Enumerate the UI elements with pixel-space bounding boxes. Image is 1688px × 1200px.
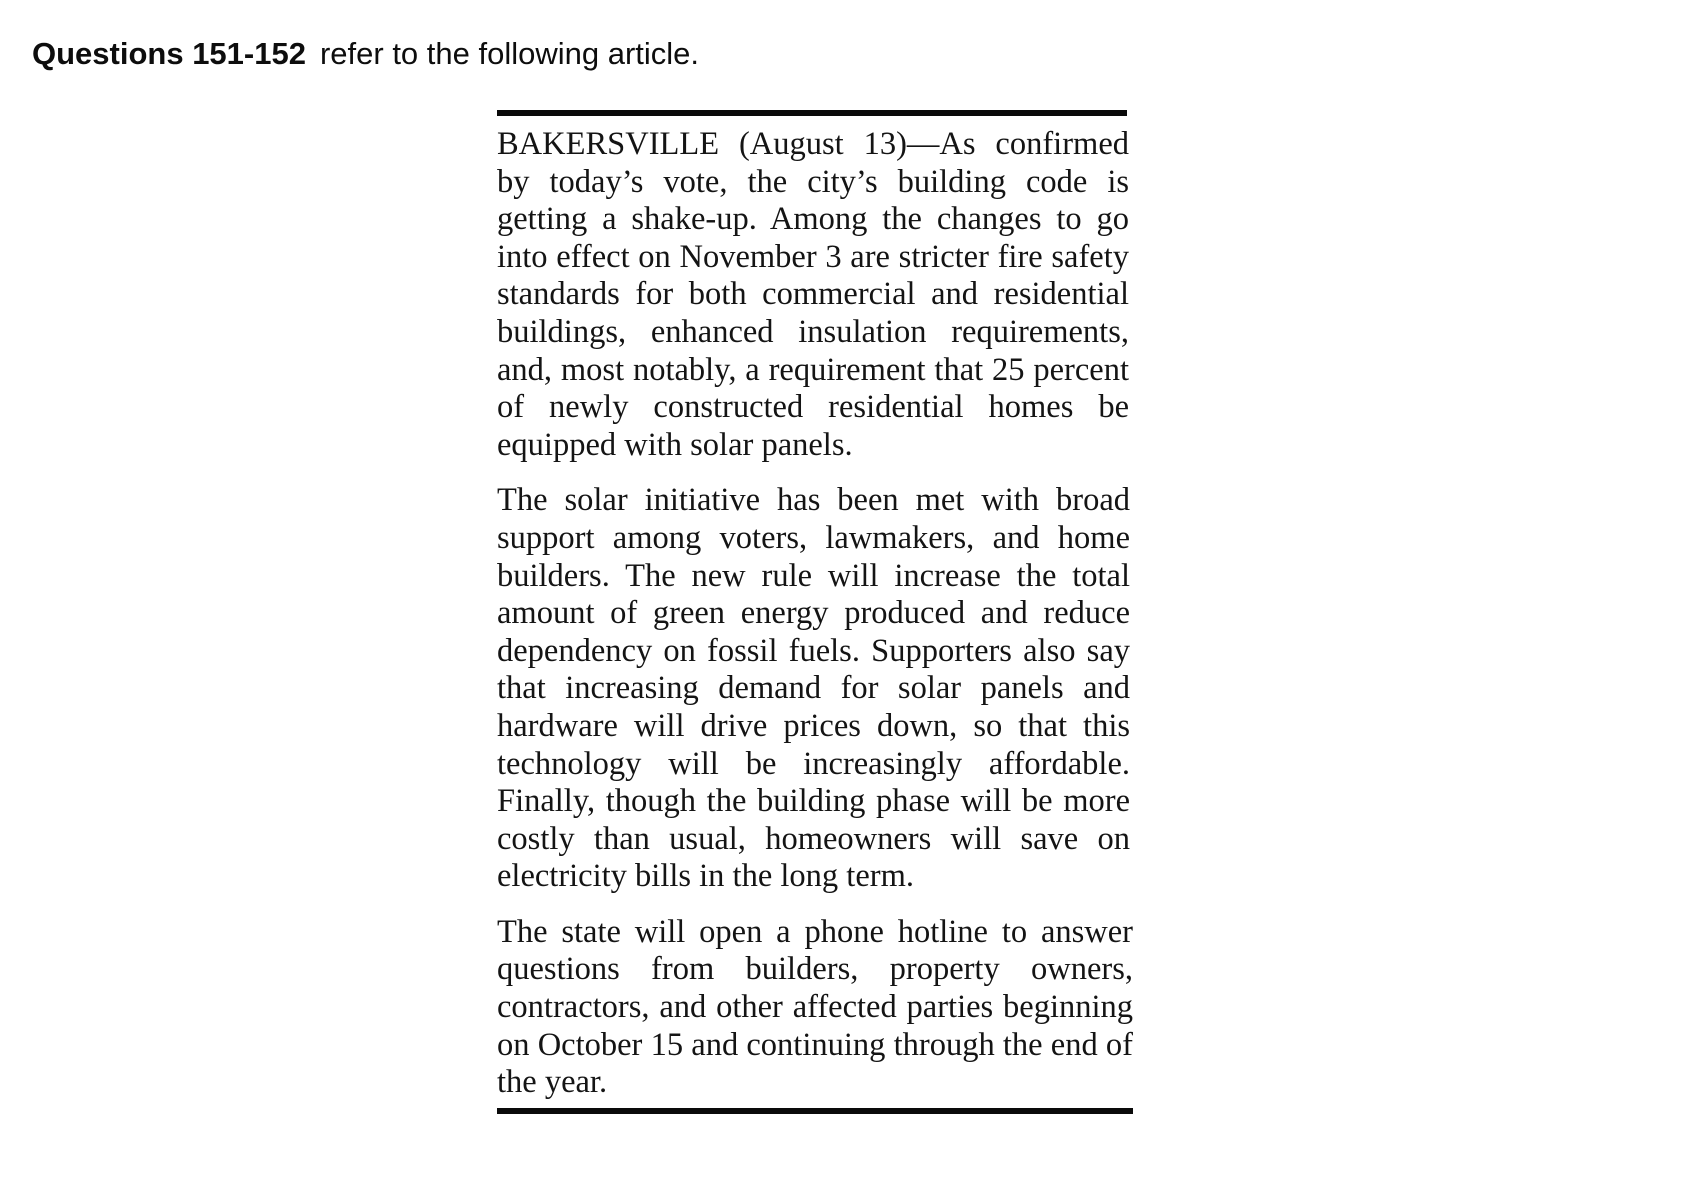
article-paragraph-2: The solar initiative has been met with broad support among voters, lawmakers, and home builders. The new rule will increase the total amount of green energy produced and reduce dependency on fossil fuels. Supporters also say that increasing demand for solar panels and hardware will drive prices down, so that this technology will be increasingly affordable. Finally, though the building phase will be more costly than usual, homeowners will save on electricity bills in the long term. (497, 482, 1130, 895)
article-bottom-rule (497, 1108, 1133, 1114)
question-range: Questions 151-152 (32, 36, 306, 71)
article-paragraph-3: The state will open a phone hotline to answer questions from builders, property owners, contractors, and other affected parties beginning on October 15 and continuing through the end of the year. (497, 913, 1133, 1101)
question-instruction: refer to the following article. (319, 36, 700, 71)
question-header (32, 34, 699, 74)
article-paragraph-1: BAKERSVILLE (August 13)—As confirmed by today’s vote, the city’s building code is getting a shake-up. Among the changes to go into effect on November 3 are stricter fire safety standards for both commercial and residential buildings, enhanced insulation requirements, and, most notably, a requirement that 25 percent of newly constructed residential homes be equipped with solar panels. (497, 126, 1129, 463)
article-box (497, 110, 1133, 1114)
article-body (497, 116, 1133, 1102)
